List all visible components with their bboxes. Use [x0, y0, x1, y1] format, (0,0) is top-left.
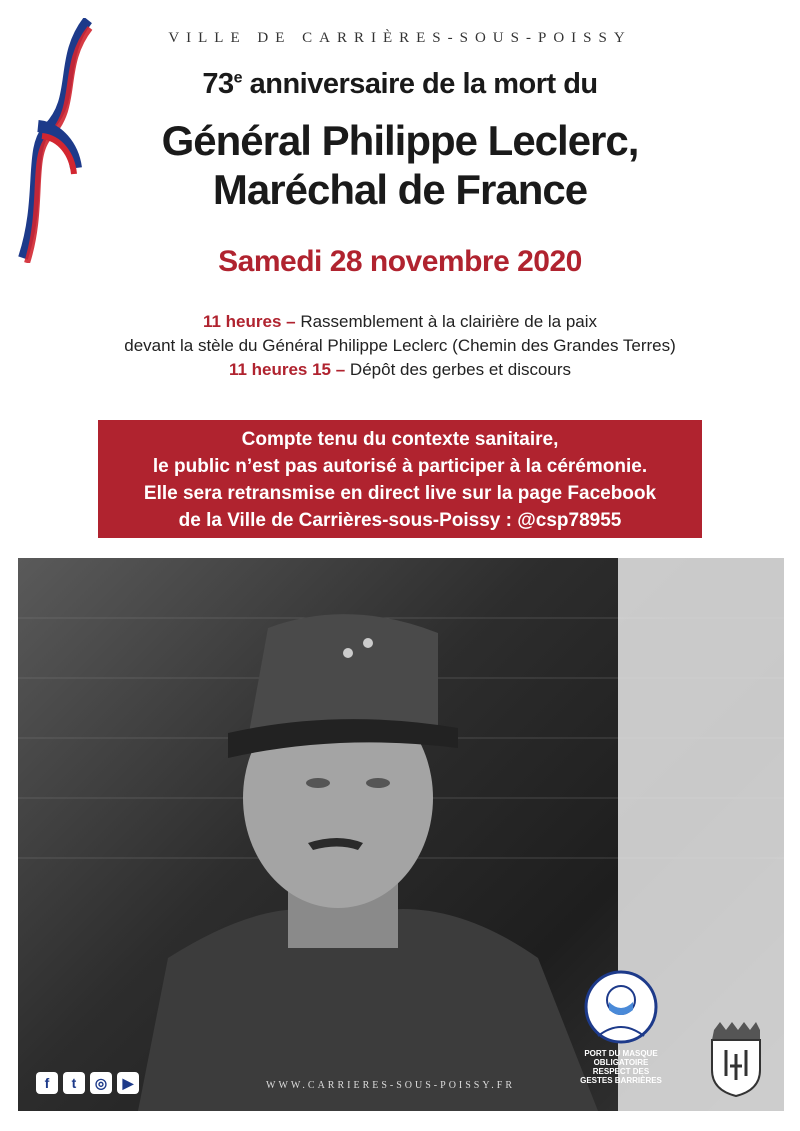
city-name: VILLE DE CARRIÈRES-SOUS-POISSY — [168, 30, 632, 46]
leclerc-photo — [18, 558, 784, 1111]
program-line3: 11 heures 15 – Dépôt des gerbes et discours — [228, 360, 572, 379]
program-line2: devant la stèle du Général Philippe Leclerc (Chemin des Grandes Terres) — [124, 336, 676, 355]
notice-box: Compte tenu du contexte sanitaire, le public n’est pas autorisé à participer à la cérémonie. Elle sera retransmise en direct live sur la page Facebook de la Ville de Carrières-sous-Poissy : @csp78955 — [98, 420, 702, 538]
event-date: Samedi 28 novembre 2020 — [218, 245, 582, 278]
program-line1: 11 heures – Rassemblement à la clairière de la paix — [202, 312, 598, 331]
social-links — [36, 1072, 139, 1094]
twitter-icon[interactable]: t — [63, 1072, 85, 1094]
mask-notice: PORT DU MASQUE OBLIGATOIRE RESPECT DES GESTES BARRIÈRES — [580, 1049, 662, 1085]
title-line1: 73e anniversaire de la mort du — [202, 68, 598, 100]
program — [0, 310, 800, 382]
website-link[interactable]: WWW.CARRIERES-SOUS-POISSY.FR — [266, 1080, 516, 1091]
title-line2: Général Philippe Leclerc, — [161, 117, 639, 164]
page-title — [0, 116, 800, 214]
city-coat-of-arms-icon — [706, 1018, 766, 1098]
youtube-icon[interactable]: ▶ — [117, 1072, 139, 1094]
facebook-icon[interactable]: f — [36, 1072, 58, 1094]
mask-mandatory-icon — [584, 970, 658, 1044]
instagram-icon[interactable]: ◎ — [90, 1072, 112, 1094]
title-line3: Maréchal de France — [212, 166, 588, 213]
